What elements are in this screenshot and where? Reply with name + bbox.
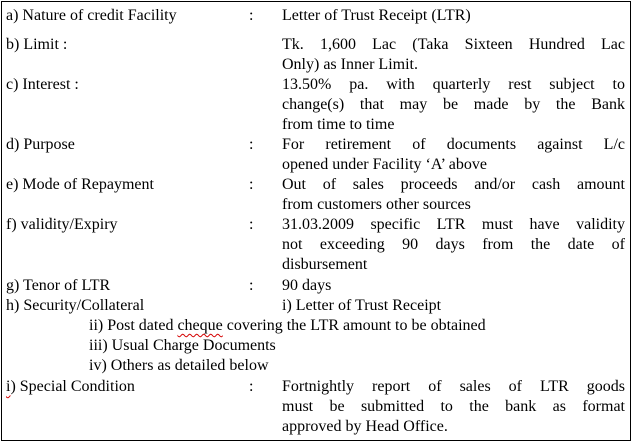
row-h-line-1: i) Letter of Trust Receipt (282, 297, 442, 314)
row-f-line-3: disbursement (282, 256, 368, 273)
row-e-colon: : (249, 176, 254, 193)
row-c-value (282, 75, 625, 135)
row-f-colon: : (249, 216, 254, 233)
row-g-value (282, 276, 625, 296)
row-e-line-2: from customers other sources (282, 196, 471, 213)
row-b-label: b) Limit : (6, 36, 68, 53)
security-item-2-pre: ii) Post dated (89, 317, 178, 334)
row-a-value (282, 6, 625, 26)
row-e-value (282, 175, 625, 215)
row-e-label: e) Mode of Repayment (6, 176, 154, 193)
security-item-2-post: covering the LTR amount to be obtained (222, 317, 486, 334)
row-e-line-1: Out of sales proceeds and/or cash amount (282, 176, 625, 193)
row-i-label (6, 377, 135, 397)
row-c-line-2: change(s) that may be made by the Bank (282, 96, 625, 113)
row-b-line-1: Tk. 1,600 Lac (Taka Sixteen Hundred Lac (282, 36, 625, 53)
row-h-value (282, 296, 625, 316)
row-i-line-1: Fortnightly report of sales of LTR goods (282, 378, 625, 395)
row-a-colon: : (249, 7, 254, 24)
row-f-value (282, 215, 625, 275)
row-h-label: h) Security/Collateral (6, 297, 145, 314)
row-d-label: d) Purpose (6, 136, 75, 153)
row-i-label-rest: ) Special Condition (10, 378, 135, 395)
row-a-line-1: Letter of Trust Receipt (LTR) (282, 7, 471, 24)
row-i-line-3: approved by Head Office. (282, 418, 448, 435)
row-g-line-1: 90 days (282, 277, 332, 294)
row-c-line-3: from time to time (282, 116, 395, 133)
row-i-colon: : (249, 378, 254, 395)
row-b-value (282, 35, 625, 75)
row-a-label: a) Nature of credit Facility (6, 7, 177, 24)
row-f-label: f) validity/Expiry (6, 216, 118, 233)
spellcheck-flagged-word: cheque (177, 317, 223, 334)
security-item-2 (89, 316, 486, 336)
row-c-label: c) Interest : (6, 76, 79, 93)
row-d-colon: : (249, 136, 254, 153)
row-d-line-2: opened under Facility ‘A’ above (282, 156, 487, 173)
row-b-line-2: Only) as Inner Limit. (282, 56, 418, 73)
row-g-label: g) Tenor of LTR (6, 277, 111, 294)
row-d-value (282, 135, 625, 175)
row-f-line-1: 31.03.2009 specific LTR must have validity (282, 216, 625, 233)
row-d-line-1: For retirement of documents against L/c (282, 136, 625, 153)
row-f-line-2: not exceeding 90 days from the date of (282, 236, 625, 253)
security-item-3: iii) Usual Charge Documents (89, 337, 276, 354)
row-i-value (282, 377, 625, 437)
row-g-colon: : (249, 277, 254, 294)
row-i-label-prefix: i (6, 378, 11, 395)
security-item-4: iv) Others as detailed below (89, 357, 269, 374)
row-i-line-2: must be submitted to the bank as format (282, 398, 625, 415)
row-c-line-1: 13.50% pa. with quarterly rest subject to (282, 76, 625, 93)
